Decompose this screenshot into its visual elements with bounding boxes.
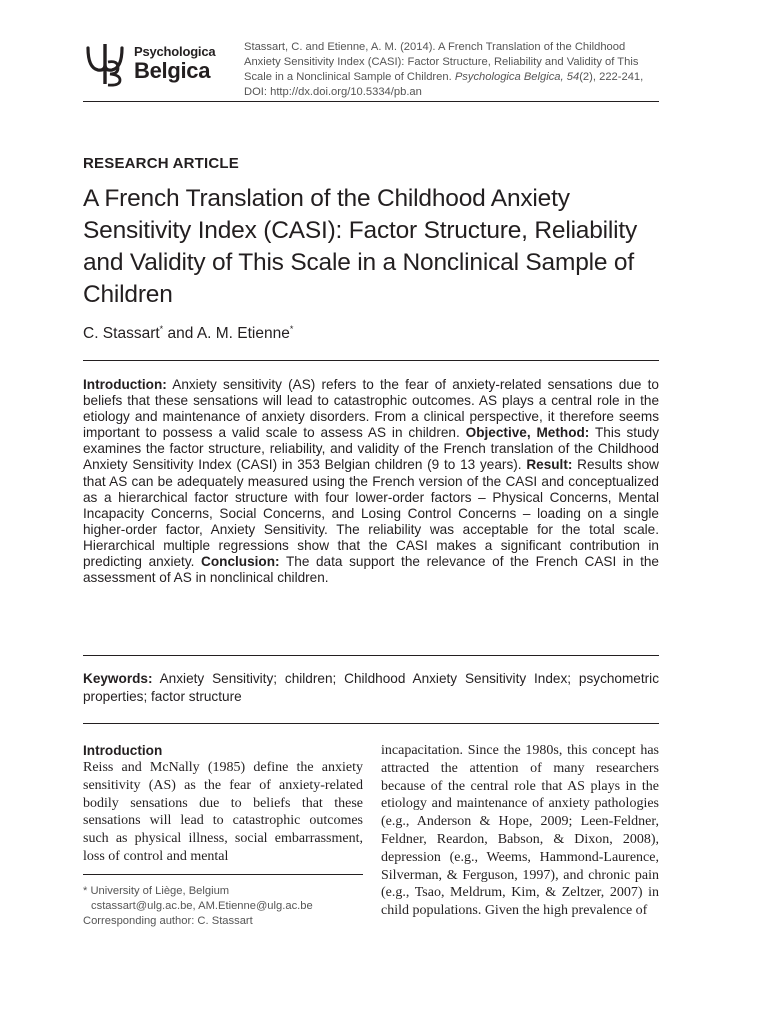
author-1-mark: *: [159, 324, 164, 334]
abstract-objective-label: Objective, Method:: [465, 425, 590, 441]
article-type: RESEARCH ARTICLE: [83, 155, 239, 172]
abstract: [83, 377, 659, 586]
footnote-corresponding: Corresponding author: C. Stassart: [83, 915, 253, 927]
citation-volume: 54: [566, 71, 580, 83]
footnote-mark: *: [83, 885, 88, 897]
body-paragraph-left: Reiss and McNally (1985) define the anxiety sensitivity (AS) as the fear of anxiety-related bodily sensations due to beliefs that these sensations will lead to catastrophic outcomes such as physical illness, social embarrassment, loss of control and mental: [83, 760, 363, 864]
journal-name-line2: Belgica: [134, 58, 211, 83]
body-paragraph-right: incapacitation. Since the 1980s, this concept has attracted the attention of many researchers because of the central role that AS plays in the etiology and maintenance of anxiety pathologies (e.g., Anderson & Hope, 2009; Leen-Feldner, Feldner, Reardon, Babson, & Dixon, 2008), depression (e.g., Weems, Hammond-Laurence, Silverman, & Ferguson, 1997), and chronic pain (e.g., Tsao, Meldrum, Kim, & Zeltzer, 2007) in child populations. Given the high prevalence of: [381, 743, 659, 919]
citation: [244, 40, 664, 100]
page-title: A French Translation of the Childhood Anxiety Sensitivity Index (CASI): Factor Structure, Reliability and Validity of This Scale in a Nonclinical Sample of Children: [83, 185, 638, 308]
citation-rest: (2), 222-241, DOI: http://dx.doi.org/10.5334/pb.an: [244, 71, 644, 98]
journal-logo: [84, 42, 224, 88]
body-top-divider: [83, 723, 659, 724]
psi-logo-icon: [84, 42, 130, 88]
author-2-mark: *: [289, 324, 294, 334]
keywords-label: Keywords:: [83, 671, 153, 686]
keywords-top-divider: [83, 655, 659, 656]
author-list: [83, 324, 293, 343]
body-column-left: [83, 742, 363, 866]
abstract-top-divider: [83, 360, 659, 361]
body-column-right: [381, 742, 659, 920]
journal-name-line1: Psychologica: [134, 44, 216, 59]
footnote-divider: [83, 874, 363, 875]
footnote-affiliation: [83, 884, 373, 899]
abstract-intro-text: Anxiety sensitivity (AS) refers to the fear of anxiety-related sensations due to beliefs that these sensations will lead to catastrophic outcomes. AS plays a central role in the etiology and maintenance of anxiety disorders. From a clinical perspective, it therefore seems important to possess a valid scale to assess AS in children.: [83, 377, 659, 441]
author-joiner: and: [163, 325, 197, 343]
header-divider: [83, 101, 659, 102]
keywords-text: Anxiety Sensitivity; children; Childhood Anxiety Sensitivity Index; psychometric properties; factor structure: [83, 671, 659, 704]
abstract-conclusion-text: The data support the relevance of the French CASI in the assessment of AS in nonclinical children.: [83, 554, 659, 586]
abstract-intro-label: Introduction:: [83, 377, 167, 392]
footnote-emails: cstassart@ulg.ac.be, AM.Etienne@ulg.ac.be: [91, 900, 313, 912]
footnote-affiliation-text: University of Liège, Belgium: [87, 885, 230, 897]
abstract-conclusion-label: Conclusion:: [201, 554, 280, 570]
abstract-objective-text: This study examines the factor structure, reliability, and validity of the French translation of the Childhood Anxiety Sensitivity Index (CASI) in 353 Belgian children (9 to 13 years).: [83, 425, 659, 473]
author-1: C. Stassart: [83, 325, 160, 343]
abstract-result-text: Results show that AS can be adequately measured using the French version of the CASI and conceptualized as a hierarchical factor structure with four lower-order factors – Physical Concerns, Mental Incapacity Concerns, Social Concerns, and Losing Control Concerns – loading on a single higher-order factor, Anxiety Sensitivity. The reliability was acceptable for the total scale. Hierarchical multiple regressions show that the CASI makes a significant contribution in predicting anxiety.: [83, 457, 659, 570]
abstract-result-label: Result:: [526, 457, 573, 473]
citation-text: Stassart, C. and Etienne, A. M. (2014). A French Translation of the Childhood Anxiety Sensitivity Index (CASI): Factor Structure, Reliability and Validity of This Scale in a Nonclinical Sample of Children.: [244, 41, 639, 83]
section-heading-introduction: Introduction: [83, 743, 163, 758]
keywords: [83, 670, 659, 706]
author-2: A. M. Etienne: [196, 325, 290, 343]
citation-journal: Psychologica Belgica,: [454, 71, 564, 83]
footnotes: [83, 884, 373, 929]
